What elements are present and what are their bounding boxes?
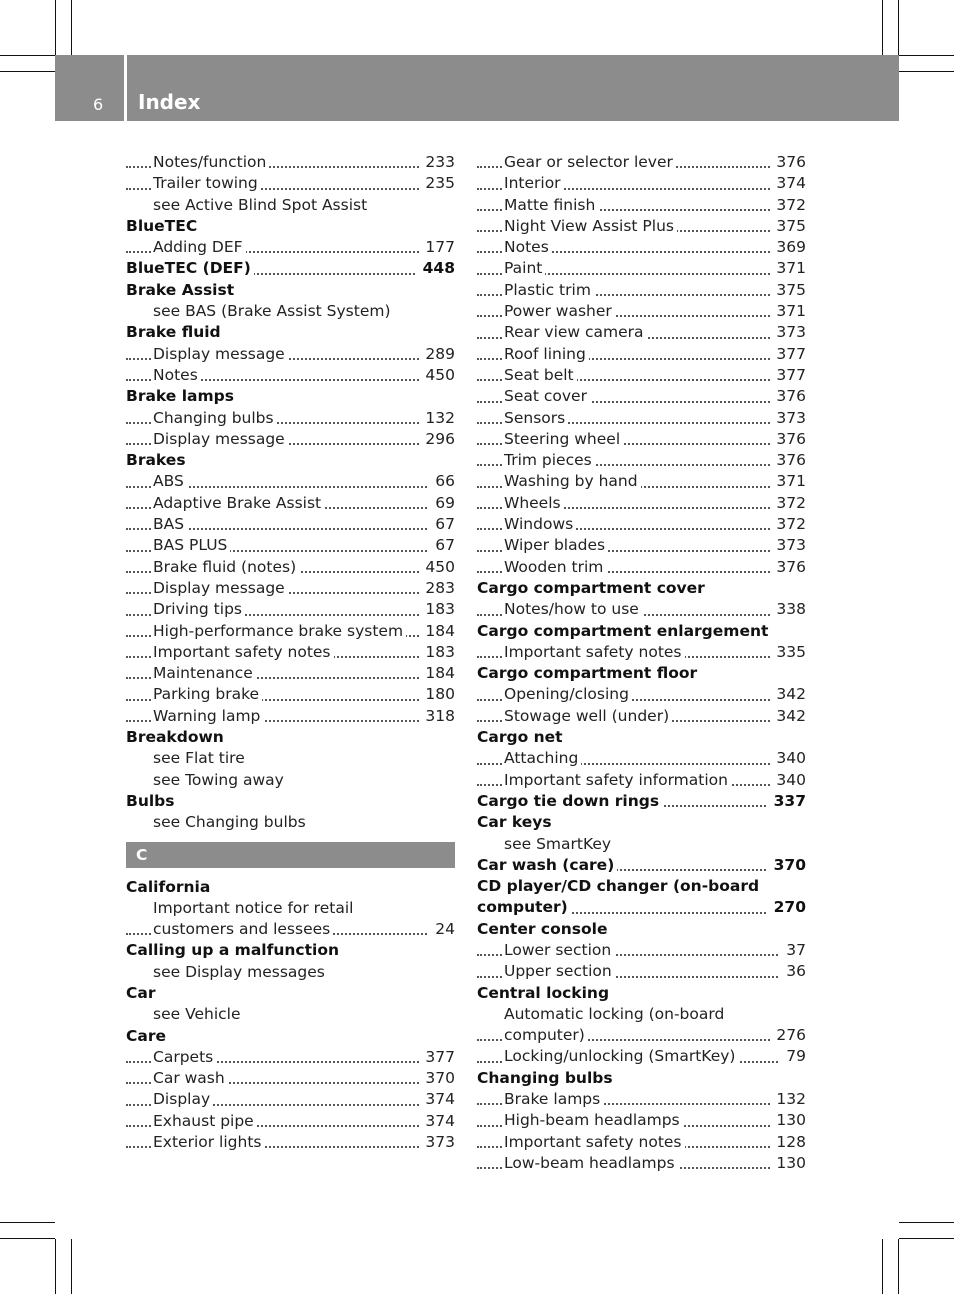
entry-text: Cargo tie down rings (477, 792, 662, 810)
index-heading (477, 855, 806, 876)
entry-text: Steering wheel (504, 430, 623, 448)
page-reference[interactable]: 377 (770, 344, 806, 365)
entry-text: Car (126, 984, 158, 1002)
page-reference[interactable]: 337 (768, 791, 806, 812)
index-subentry (477, 152, 806, 173)
entry-text: Important safety notes (153, 643, 334, 661)
page-reference[interactable]: 283 (419, 578, 455, 599)
index-heading (477, 1068, 806, 1089)
entry-text: computer) (477, 898, 571, 916)
page-reference[interactable]: 375 (770, 280, 806, 301)
page-reference[interactable]: 36 (780, 961, 806, 982)
index-heading (477, 791, 806, 812)
index-subentry (126, 365, 455, 386)
page-reference[interactable]: 67 (429, 514, 455, 535)
page-reference[interactable]: 372 (770, 195, 806, 216)
crop-mark (55, 1239, 56, 1294)
entry-text: Car keys (477, 813, 555, 831)
index-subentry (126, 898, 455, 919)
entry-text: see Vehicle (153, 1005, 244, 1023)
index-subentry (126, 152, 455, 173)
page-reference[interactable]: 369 (770, 237, 806, 258)
entry-text: Sensors (504, 409, 568, 427)
entry-text: Gear or selector lever (504, 153, 676, 171)
page-reference[interactable]: 184 (419, 621, 455, 642)
index-heading (477, 663, 806, 684)
index-subentry (477, 301, 806, 322)
index-subentry (477, 280, 806, 301)
index-subentry (126, 1047, 455, 1068)
index-subentry (477, 258, 806, 279)
index-subentry (477, 195, 806, 216)
entry-text: Changing bulbs (153, 409, 277, 427)
index-subentry (126, 642, 455, 663)
page-reference[interactable]: 377 (770, 365, 806, 386)
entry-text: Cargo compartment cover (477, 579, 708, 597)
entry-text: Driving tips (153, 600, 245, 618)
entry-text: Seat cover (504, 387, 590, 405)
entry-text: Car wash (153, 1069, 228, 1087)
index-subentry (477, 237, 806, 258)
page-reference[interactable]: 79 (780, 1046, 806, 1067)
page-reference[interactable]: 177 (419, 237, 455, 258)
index-subentry (477, 1153, 806, 1174)
index-subentry (126, 535, 455, 556)
index-subentry (477, 642, 806, 663)
index-subentry (477, 365, 806, 386)
crop-mark (882, 1239, 883, 1294)
entry-text: Breakdown (126, 728, 227, 746)
entry-text: Interior (504, 174, 564, 192)
entry-text: Opening/closing (504, 685, 632, 703)
page-reference[interactable]: 318 (419, 706, 455, 727)
index-subentry (477, 429, 806, 450)
entry-text: Display message (153, 345, 288, 363)
index-subentry (126, 493, 455, 514)
index-heading (126, 1026, 455, 1047)
index-subentry (477, 1025, 806, 1046)
page-reference[interactable]: 373 (419, 1132, 455, 1153)
page-reference[interactable]: 370 (768, 855, 806, 876)
page-reference[interactable]: 373 (770, 535, 806, 556)
entry-text: Wiper blades (504, 536, 608, 554)
entry-text: CD player/CD changer (on-board (477, 877, 762, 895)
entry-text: ABS (153, 472, 187, 490)
index-subentry (126, 1132, 455, 1153)
page-reference[interactable]: 371 (770, 471, 806, 492)
entry-text: Washing by hand (504, 472, 641, 490)
index-subentry (477, 386, 806, 407)
index-subentry (477, 173, 806, 194)
page-reference[interactable]: 270 (768, 897, 806, 918)
entry-text: Upper section (504, 962, 615, 980)
index-column-right (477, 152, 806, 1174)
index-subentry (477, 834, 806, 855)
index-subentry (126, 663, 455, 684)
index-subentry (126, 706, 455, 727)
page-reference[interactable]: 370 (419, 1068, 455, 1089)
page-reference[interactable]: 338 (770, 599, 806, 620)
index-subentry (477, 770, 806, 791)
entry-text: Car wash (care) (477, 856, 617, 874)
index-heading (477, 983, 806, 1004)
entry-text: Night View Assist Plus (504, 217, 677, 235)
page-reference[interactable]: 450 (419, 557, 455, 578)
entry-text: Notes (504, 238, 552, 256)
page-reference[interactable]: 376 (770, 386, 806, 407)
index-subentry (126, 514, 455, 535)
entry-text: see BAS (Brake Assist System) (153, 302, 394, 320)
index-heading (126, 450, 455, 471)
entry-text: Display (153, 1090, 213, 1108)
entry-text: Wooden trim (504, 558, 606, 576)
crop-mark (0, 71, 55, 72)
entry-text: BAS (153, 515, 187, 533)
entry-text: Cargo compartment enlargement (477, 622, 771, 640)
index-subentry (126, 621, 455, 642)
index-heading (477, 812, 806, 833)
page-reference[interactable]: 132 (770, 1089, 806, 1110)
crop-mark (71, 1239, 72, 1294)
page-reference[interactable]: 233 (419, 152, 455, 173)
page-reference[interactable]: 184 (419, 663, 455, 684)
page-reference[interactable]: 67 (429, 535, 455, 556)
entry-text: Brake Assist (126, 281, 237, 299)
index-subentry (477, 940, 806, 961)
index-heading (126, 386, 455, 407)
entry-text: Brake lamps (504, 1090, 603, 1108)
page-reference[interactable]: 69 (429, 493, 455, 514)
index-subentry (477, 493, 806, 514)
page-reference[interactable]: 183 (419, 599, 455, 620)
crop-mark (0, 55, 55, 56)
page-reference[interactable]: 374 (419, 1111, 455, 1132)
entry-text: Maintenance (153, 664, 256, 682)
entry-text: Changing bulbs (477, 1069, 616, 1087)
entry-text: Important safety notes (504, 1133, 685, 1151)
entry-text: California (126, 878, 213, 896)
index-heading (477, 578, 806, 599)
index-subentry (126, 1004, 455, 1025)
index-subentry (126, 770, 455, 791)
index-subentry (126, 237, 455, 258)
index-subentry (477, 599, 806, 620)
entry-text: see Towing away (153, 771, 287, 789)
page-title: Index (138, 90, 201, 114)
entry-text: Automatic locking (on-board (504, 1005, 727, 1023)
index-subentry (126, 812, 455, 833)
page-reference[interactable]: 340 (770, 748, 806, 769)
index-subentry (477, 471, 806, 492)
entry-text: Paint (504, 259, 545, 277)
index-subentry (477, 535, 806, 556)
section-letter-bar: C (126, 842, 455, 868)
page-reference[interactable]: 450 (419, 365, 455, 386)
index-subentry (126, 344, 455, 365)
index-subentry (477, 322, 806, 343)
entry-text: Notes/how to use (504, 600, 642, 618)
index-subentry (126, 599, 455, 620)
index-subentry (477, 1089, 806, 1110)
page-reference[interactable]: 376 (770, 152, 806, 173)
page-reference[interactable]: 37 (780, 940, 806, 961)
index-subentry (477, 344, 806, 365)
crop-mark (898, 0, 899, 55)
index-subentry (477, 1132, 806, 1153)
entry-text: Trailer towing (153, 174, 261, 192)
page-reference[interactable]: 342 (770, 706, 806, 727)
index-heading (477, 727, 806, 748)
index-heading (126, 791, 455, 812)
page-reference[interactable]: 335 (770, 642, 806, 663)
entry-text: Care (126, 1027, 169, 1045)
page-reference[interactable]: 180 (419, 684, 455, 705)
crop-mark (899, 55, 954, 56)
index-subentry (126, 919, 455, 940)
entry-text: Adaptive Brake Assist (153, 494, 324, 512)
entry-text: Rear view camera (504, 323, 647, 341)
entry-text: Center console (477, 920, 610, 938)
index-heading (126, 877, 455, 898)
entry-text: Important notice for retail (153, 899, 356, 917)
entry-text: Brake fluid (notes) (153, 558, 299, 576)
entry-text: Bulbs (126, 792, 177, 810)
crop-mark (899, 1238, 954, 1239)
crop-mark (899, 71, 954, 72)
crop-mark (0, 1238, 55, 1239)
page-reference[interactable]: 24 (429, 919, 455, 940)
entry-text: Cargo net (477, 728, 566, 746)
index-heading (126, 727, 455, 748)
page-reference[interactable]: 373 (770, 408, 806, 429)
index-subentry (126, 1068, 455, 1089)
page-reference[interactable]: 296 (419, 429, 455, 450)
entry-text: Adding DEF (153, 238, 246, 256)
page-number: 6 (93, 95, 104, 114)
crop-mark (71, 0, 72, 55)
entry-text: see Changing bulbs (153, 813, 309, 831)
page-reference[interactable]: 376 (770, 557, 806, 578)
entry-text: Brake lamps (126, 387, 237, 405)
crop-mark (899, 1222, 954, 1223)
index-subentry (477, 557, 806, 578)
entry-text: Display message (153, 430, 288, 448)
entry-text: Wheels (504, 494, 564, 512)
entry-text: BlueTEC (126, 217, 200, 235)
index-subentry (126, 301, 455, 322)
page-reference[interactable]: 373 (770, 322, 806, 343)
index-subentry (126, 557, 455, 578)
page-reference[interactable]: 128 (770, 1132, 806, 1153)
index-subentry (477, 684, 806, 705)
index-subentry (126, 962, 455, 983)
page-reference[interactable]: 130 (770, 1153, 806, 1174)
index-subentry (477, 961, 806, 982)
index-subentry (126, 748, 455, 769)
entry-text: Roof lining (504, 345, 589, 363)
entry-text: Important safety information (504, 771, 731, 789)
index-subentry (126, 1089, 455, 1110)
page-reference[interactable]: 183 (419, 642, 455, 663)
entry-text: Notes/function (153, 153, 269, 171)
index-subentry (477, 748, 806, 769)
crop-mark (882, 0, 883, 55)
index-heading (126, 216, 455, 237)
index-heading (477, 919, 806, 940)
entry-text: Seat belt (504, 366, 577, 384)
entry-text: High-beam headlamps (504, 1111, 683, 1129)
index-subentry (126, 471, 455, 492)
index-subentry (477, 450, 806, 471)
index-subentry (477, 1046, 806, 1067)
entry-text: Cargo compartment floor (477, 664, 700, 682)
page-reference[interactable]: 376 (770, 429, 806, 450)
crop-mark (0, 1222, 55, 1223)
page-reference[interactable]: 375 (770, 216, 806, 237)
index-subentry (477, 1110, 806, 1131)
page-reference[interactable]: 235 (419, 173, 455, 194)
index-subentry (477, 216, 806, 237)
index-heading (477, 897, 806, 918)
page-reference[interactable]: 371 (770, 258, 806, 279)
entry-text: Exterior lights (153, 1133, 264, 1151)
entry-text: Carpets (153, 1048, 216, 1066)
index-heading (126, 280, 455, 301)
crop-mark (898, 1239, 899, 1294)
page-reference[interactable]: 340 (770, 770, 806, 791)
index-heading (126, 940, 455, 961)
index-subentry (126, 195, 455, 216)
header-divider (124, 55, 127, 121)
entry-text: Display message (153, 579, 288, 597)
entry-text: see SmartKey (504, 835, 614, 853)
index-subentry (126, 429, 455, 450)
index-subentry (477, 408, 806, 429)
entry-text: Locking/unlocking (SmartKey) (504, 1047, 738, 1065)
entry-text: Calling up a malfunction (126, 941, 342, 959)
entry-text: Lower section (504, 941, 614, 959)
entry-text: computer) (504, 1026, 588, 1044)
page-reference[interactable]: 374 (419, 1089, 455, 1110)
page-reference[interactable]: 377 (419, 1047, 455, 1068)
page-reference[interactable]: 132 (419, 408, 455, 429)
page-reference[interactable]: 372 (770, 493, 806, 514)
entry-text: Central locking (477, 984, 612, 1002)
entry-text: Attaching (504, 749, 581, 767)
entry-text: Trim pieces (504, 451, 595, 469)
entry-text: Matte finish (504, 196, 598, 214)
index-subentry (477, 514, 806, 535)
index-subentry (126, 578, 455, 599)
page-reference[interactable]: 376 (770, 450, 806, 471)
index-subentry (477, 706, 806, 727)
entry-text: Brake fluid (126, 323, 224, 341)
page-reference[interactable]: 130 (770, 1110, 806, 1131)
page-reference[interactable]: 276 (770, 1025, 806, 1046)
index-subentry (126, 173, 455, 194)
page-header (55, 55, 899, 121)
index-heading (126, 258, 455, 279)
entry-text: Windows (504, 515, 576, 533)
index-heading (477, 621, 806, 642)
page-reference[interactable]: 448 (417, 258, 455, 279)
page-reference[interactable]: 66 (429, 471, 455, 492)
entry-text: Exhaust pipe (153, 1112, 257, 1130)
index-column-left (126, 152, 455, 1153)
entry-text: Notes (153, 366, 201, 384)
entry-text: Warning lamp (153, 707, 263, 725)
entry-text: Stowage well (under) (504, 707, 672, 725)
index-subentry (126, 684, 455, 705)
index-subentry (126, 408, 455, 429)
entry-text: Important safety notes (504, 643, 685, 661)
index-subentry (126, 1111, 455, 1132)
index-heading (126, 322, 455, 343)
page-reference[interactable]: 374 (770, 173, 806, 194)
entry-text: Low-beam headlamps (504, 1154, 678, 1172)
page-reference[interactable]: 372 (770, 514, 806, 535)
entry-text: High-performance brake system (153, 622, 406, 640)
index-heading (126, 983, 455, 1004)
entry-text: customers and lessees (153, 920, 333, 938)
entry-text: Power washer (504, 302, 615, 320)
crop-mark (55, 0, 56, 55)
entry-text: BAS PLUS (153, 536, 230, 554)
index-heading (477, 876, 806, 897)
entry-text: BlueTEC (DEF) (126, 259, 254, 277)
page-reference[interactable]: 289 (419, 344, 455, 365)
page-reference[interactable]: 371 (770, 301, 806, 322)
entry-text: see Display messages (153, 963, 328, 981)
page-reference[interactable]: 342 (770, 684, 806, 705)
index-subentry (477, 1004, 806, 1025)
entry-text: Parking brake (153, 685, 262, 703)
entry-text: Plastic trim (504, 281, 594, 299)
entry-text: Brakes (126, 451, 189, 469)
entry-text: see Flat tire (153, 749, 248, 767)
entry-text: see Active Blind Spot Assist (153, 196, 370, 214)
